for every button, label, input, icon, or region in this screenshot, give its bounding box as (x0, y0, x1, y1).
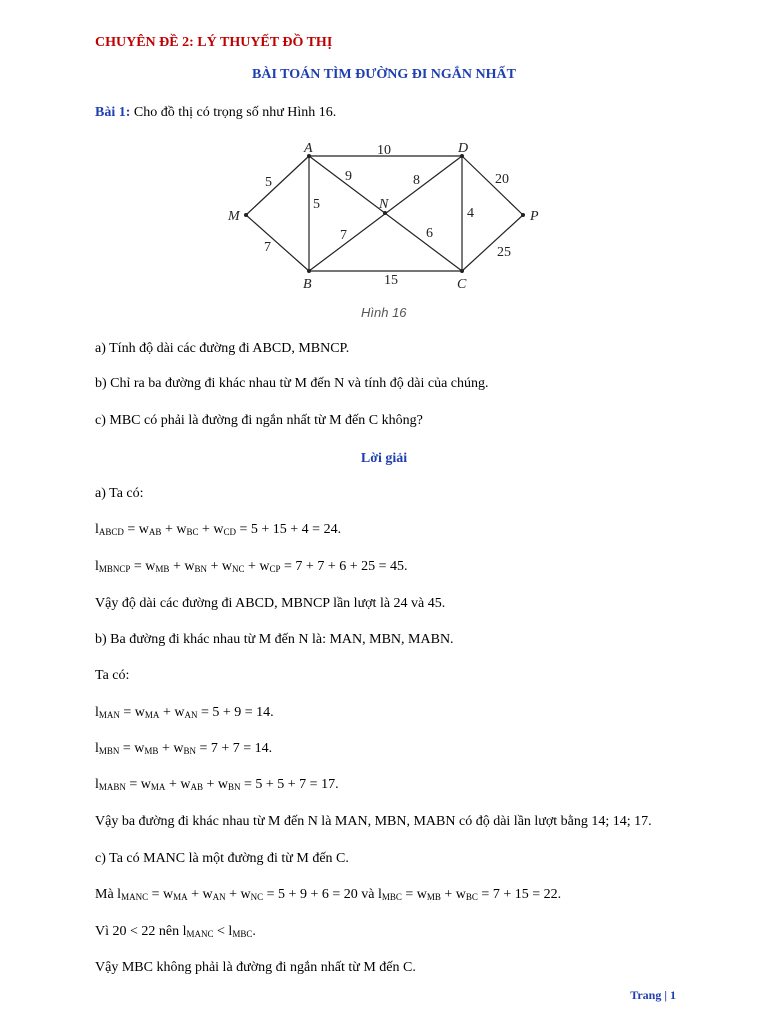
weight-AD: 10 (377, 143, 391, 158)
formula-man: $l_{MAN} = w_{MA} + w_{AN} = 5 + 9 = 14$. (95, 705, 274, 720)
vertex-label-M: M (228, 209, 240, 224)
vertex-label-A: A (304, 141, 313, 156)
lesson-title: BÀI TOÁN TÌM ĐƯỜNG ĐI NGẮN NHẤT (252, 67, 516, 82)
formula-abcd: $l_{ABCD} = w_{AB} + w_{BC} + w_{CD} = 5 + 15 + 4 = 24$. (95, 522, 342, 537)
problem-label: Bài 1: (95, 105, 131, 120)
part-b-conclusion: Vậy ba đường đi khác nhau từ M đến N là MAN, MBN, MABN có độ dài lần lượt bằng 14; 14; 17. (95, 814, 652, 829)
weighted-graph-figure (220, 136, 550, 326)
edge-CP (462, 215, 523, 271)
weight-DC: 4 (467, 206, 474, 221)
edge-MB (246, 215, 309, 271)
question-c: c) MBC có phải là đường đi ngắn nhất từ M đến C không? (95, 413, 423, 428)
vertex-label-N: N (379, 197, 389, 212)
part-c-conclusion: Vậy MBC không phải là đường đi ngắn nhất từ M đến C. (95, 960, 416, 975)
formula-mbncp: $l_{MBNCP} = w_{MB} + w_{BN} + w_{NC} + w_{CP} = 7 + 7 + 6 + 25 = 45$. (95, 559, 408, 574)
part-b-intro: b) Ba đường đi khác nhau từ M đến N là: MAN, MBN, MABN. (95, 632, 454, 647)
formula-mabn: $l_{MABN} = w_{MA} + w_{AB} + w_{BN} = 5 + 5 + 7 = 17$. (95, 777, 339, 792)
solution-title: Lời giải (360, 451, 408, 466)
problem-statement (95, 105, 336, 121)
topic-heading: CHUYÊN ĐỀ 2: LÝ THUYẾT ĐỒ THỊ (95, 35, 333, 50)
question-b: b) Chỉ ra ba đường đi khác nhau từ M đến N và tính độ dài của chúng. (95, 376, 489, 391)
weight-BC: 15 (384, 273, 398, 288)
question-a: a) Tính độ dài các đường đi ABCD, MBNCP. (95, 341, 350, 356)
formula-manc-mbc: Mà $l_{MANC} = w_{MA} + w_{AN} + w_{NC} = 5 + 9 + 6 = 20$ và $l_{MBC} = w_{MB} + w_{BC} = 7 + 15 = 22$. (95, 887, 562, 902)
part-c-intro: c) Ta có MANC là một đường đi từ M đến C. (95, 851, 349, 866)
page-number: Trang | 1 (630, 988, 676, 1002)
weight-MA: 5 (265, 175, 272, 190)
weight-BN: 7 (340, 228, 347, 243)
figure-caption: Hình 16 (361, 305, 407, 320)
weight-CP: 25 (497, 245, 511, 260)
weight-AB: 5 (313, 197, 320, 212)
formula-mbn: $l_{MBN} = w_{MB} + w_{BN} = 7 + 7 = 14$. (95, 741, 273, 756)
weight-DP: 20 (495, 172, 509, 187)
part-a-intro: a) Ta có: (95, 486, 144, 501)
vertex-dot-C (460, 269, 464, 273)
part-b-taco: Ta có: (95, 668, 130, 683)
problem-text: Cho đồ thị có trọng số như Hình 16. (130, 105, 337, 120)
comparison-line: Vì 20 < 22 nên $l_{MANC} < l_{MBC}$. (95, 924, 256, 939)
vertex-label-P: P (530, 209, 539, 224)
weight-MB: 7 (264, 240, 271, 255)
weight-ND: 8 (413, 173, 420, 188)
vertex-label-B: B (303, 277, 312, 292)
weight-NC: 6 (426, 226, 433, 241)
vertex-dot-M (244, 213, 248, 217)
edge-MA (246, 156, 309, 215)
vertex-dot-B (307, 269, 311, 273)
part-a-conclusion: Vậy độ dài các đường đi ABCD, MBNCP lần lượt là 24 và 45. (95, 596, 446, 611)
vertex-label-C: C (457, 277, 467, 292)
vertex-label-D: D (458, 141, 469, 156)
weight-AN: 9 (345, 169, 352, 184)
vertex-dot-P (521, 213, 525, 217)
